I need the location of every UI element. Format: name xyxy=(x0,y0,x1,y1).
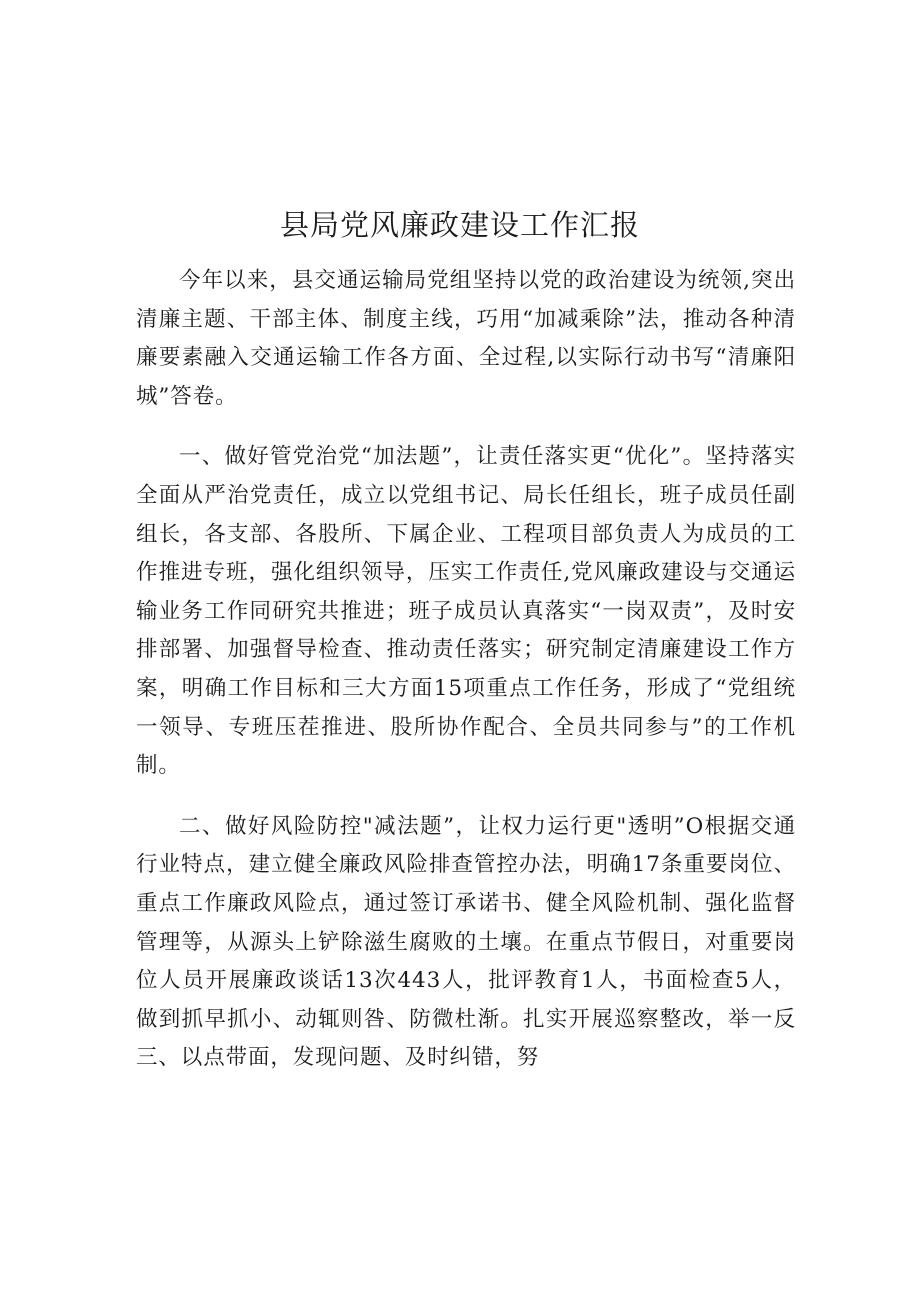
paragraph-intro: 今年以来，县交通运输局党组坚持以党的政治建设为统领,突出清廉主题、干部主体、制度主线，巧用“加减乘除”法，推动各种清廉要素融入交通运输工作各方面、全过程,以实际行动书写“清廉阳城”答卷。 xyxy=(136,268,796,409)
document-body xyxy=(136,262,796,1100)
paragraph-section-two: 二、做好风险防控"减法题”，让权力运行更"透明”O根据交通行业特点，建立健全廉政风险排查管控办法，明确17条重要岗位、重点工作廉政风险点，通过签订承诺书、健全风险机制、强化监督管理等，从源头上铲除滋生腐败的土壤。在重点节假日，对重要岗位人员开展廉政谈话13次443人，批评教育1人，书面检查5人，做到抓早抓小、动辄则咎、防微杜渐。扎实开展巡察整改，举一反三、以点带面，发现问题、及时纠错，努 xyxy=(136,813,796,1071)
paragraph-section-one: 一、做好管党治党“加法题”，让责任落实更“优化”。坚持落实全面从严治党责任，成立以党组书记、局长任组长，班子成员任副组长，各支部、各股所、下属企业、工程项目部负责人为成员的工作推进专班，强化组织领导，压实工作责任,党风廉政建设与交通运输业务工作同研究共推进；班子成员认真落实“一岗双责”，及时安排部署、加强督导检查、推动责任落实；研究制定清廉建设工作方案，明确工作目标和三大方面15项重点工作任务，形成了“党组统一领导、专班压茬推进、股所协作配合、全员共同参与”的工作机制。 xyxy=(136,444,796,779)
document-title: 县局党风廉政建设工作汇报 xyxy=(279,208,640,242)
